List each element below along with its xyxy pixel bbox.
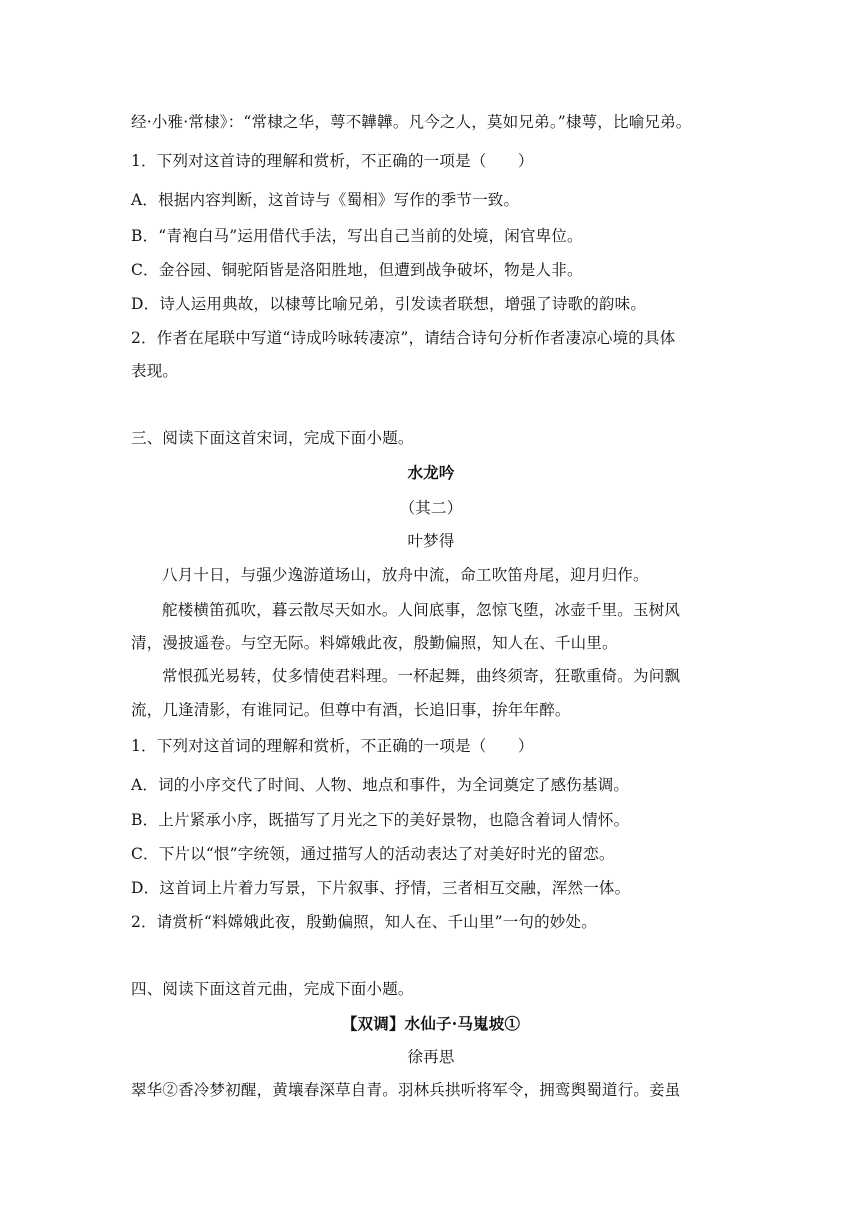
section-4-heading: 四、阅读下面这首元曲，完成下面小题。 [131, 980, 414, 998]
question-1-option-d: D．这首词上片着力写景，下片叙事、抒情，三者相互交融，浑然一体。 [131, 879, 631, 897]
qu-author: 徐再思 [407, 1048, 455, 1066]
question-1-stem: 1．下列对这首词的理解和赏析，不正确的一项是（ ） [131, 737, 534, 755]
ci-title: 水龙吟 [407, 463, 455, 482]
question-1-option-a: A．词的小序交代了时间、人物、地点和事件，为全词奠定了感伤基调。 [131, 776, 630, 794]
question-1-option-c: C．金谷园、铜驼陌皆是洛阳胜地，但遭到战争破坏，物是人非。 [131, 261, 583, 279]
question-1-option-c: C．下片以“恨”字统领，通过描写人的活动表达了对美好时光的留恋。 [131, 845, 615, 863]
question-2-stem: 2．请赏析“料嫦娥此夜，殷勤偏照，知人在、千山里”一句的妙处。 [131, 913, 597, 931]
poem-annotation-line: 经·小雅·常棣》：“常棣之华，萼不韡韡。凡今之人，莫如兄弟。”棣萼，比喻兄弟。 [131, 113, 692, 131]
qu-text-line-1: 翠华②香冷梦初醒，黄壤春深草自青。羽林兵拱听将军令，拥鸾舆蜀道行。妾虽 [131, 1081, 681, 1099]
ci-lower-stanza-line-2: 流，几逢清影，有谁同记。但尊中有酒，长追旧事，拚年年醉。 [131, 701, 571, 719]
ci-author: 叶梦得 [407, 532, 455, 550]
question-2-stem: 2．作者在尾联中写道“诗成吟咏转凄凉”，请结合诗句分析作者凄凉心境的具体 [131, 329, 676, 347]
ci-upper-stanza-line-2: 清，漫披遥卷。与空无际。料嫦娥此夜，殷勤偏照，知人在、千山里。 [131, 634, 618, 652]
ci-preface: 八月十日，与强少逸游道场山，放舟中流，命工吹笛舟尾，迎月归作。 [162, 566, 649, 584]
question-1-option-b: B．上片紧承小序，既描写了月光之下的美好景物，也隐含着词人情怀。 [131, 811, 630, 829]
question-1-option-a: A．根据内容判断，这首诗与《蜀相》写作的季节一致。 [131, 191, 520, 209]
section-3-heading: 三、阅读下面这首宋词，完成下面小题。 [131, 429, 414, 447]
ci-upper-stanza-line-1: 舵楼横笛孤吹，暮云散尽天如水。人间底事，忽惊飞堕，冰壶千里。玉树风 [162, 601, 681, 619]
question-2-stem-continued: 表现。 [131, 362, 179, 380]
ci-lower-stanza-line-1: 常恨孤光易转，仗多情使君料理。一杯起舞，曲终须寄，狂歌重倚。为问飘 [162, 667, 681, 685]
question-1-option-b: B．“青袍白马”运用借代手法，写出自己当前的处境，闲官卑位。 [131, 227, 583, 245]
question-1-option-d: D．诗人运用典故，以棣萼比喻兄弟，引发读者联想，增强了诗歌的韵味。 [131, 295, 647, 313]
question-1-stem: 1．下列对这首诗的理解和赏析，不正确的一项是（ ） [131, 152, 534, 170]
ci-subtitle: （其二） [399, 499, 463, 517]
qu-title: 【双调】水仙子·马嵬坡① [341, 1014, 521, 1033]
